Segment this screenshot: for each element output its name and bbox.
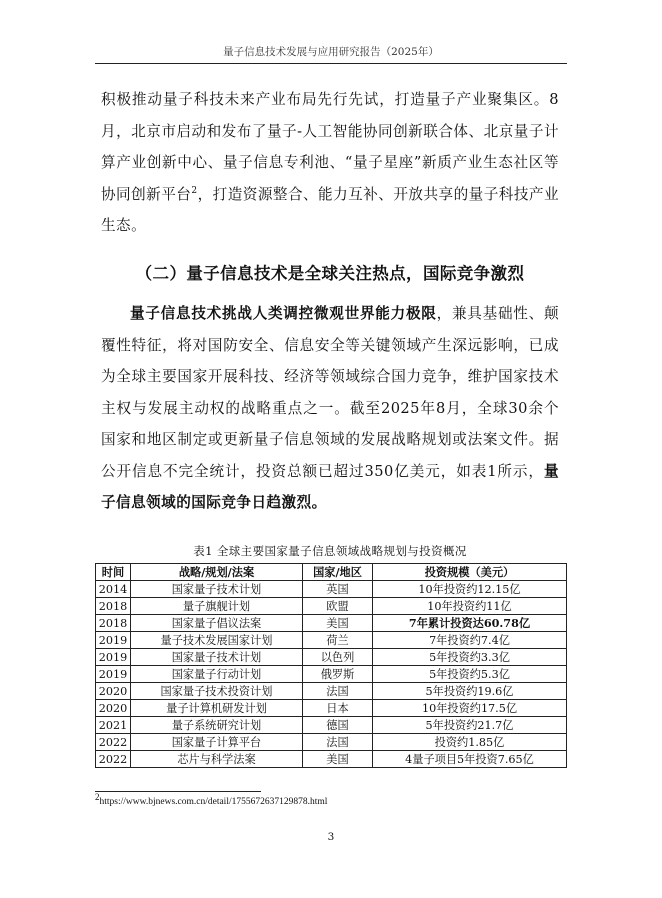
running-header: 量子信息技术发展与应用研究报告（2025年） bbox=[223, 46, 439, 58]
column-header-time: 时间 bbox=[96, 564, 131, 581]
cell-country: 法国 bbox=[303, 734, 373, 751]
cell-country: 英国 bbox=[303, 581, 373, 598]
cell-investment: 5年投资约5.3亿 bbox=[373, 666, 567, 683]
cell-country: 荷兰 bbox=[303, 632, 373, 649]
cell-investment: 7年投资约7.4亿 bbox=[373, 632, 567, 649]
cell-time: 2022 bbox=[96, 751, 131, 768]
footnote-rule bbox=[95, 791, 261, 792]
cell-time: 2018 bbox=[96, 615, 131, 632]
table-body bbox=[96, 581, 567, 768]
paragraph-2-tail: 量子信息领域的国际竞争日趋激烈。 bbox=[101, 462, 559, 511]
cell-strategy: 量子旗舰计划 bbox=[131, 598, 303, 615]
cell-investment: 5年投资约21.7亿 bbox=[373, 717, 567, 734]
footnote-marker: 2 bbox=[95, 792, 100, 802]
column-header-strategy: 战略/规划/法案 bbox=[131, 564, 303, 581]
cell-time: 2019 bbox=[96, 649, 131, 666]
cell-investment: 5年投资约19.6亿 bbox=[373, 683, 567, 700]
table-row bbox=[96, 649, 567, 666]
cell-strategy: 国家量子技术计划 bbox=[131, 649, 303, 666]
paragraph-2-text: ，兼具基础性、颠覆性特征，将对国防安全、信息安全等关键领域产生深远影响，已成为全球主要国家开展科技、经济等领域综合国力竞争，维护国家技术主权与发展主动权的战略重点之一。截至2025年8月，全球30余个国家和地区制定或更新量子信息领域的发展战略规划或法案文件。据公开信息不完全统计，投资总额已超过350亿美元，如表1所示， bbox=[101, 305, 559, 480]
cell-strategy: 量子技术发展国家计划 bbox=[131, 632, 303, 649]
cell-time: 2018 bbox=[96, 598, 131, 615]
cell-strategy: 量子系统研究计划 bbox=[131, 717, 303, 734]
section-heading: （二）量子信息技术是全球关注热点，国际竞争激烈 bbox=[135, 264, 525, 283]
cell-country: 日本 bbox=[303, 700, 373, 717]
table-row bbox=[96, 734, 567, 751]
table-row bbox=[96, 598, 567, 615]
paragraph-2-lead: 量子信息技术挑战人类调控微观世界能力极限 bbox=[130, 305, 437, 322]
table-row bbox=[96, 683, 567, 700]
cell-country: 法国 bbox=[303, 683, 373, 700]
table-row bbox=[96, 632, 567, 649]
table-row bbox=[96, 700, 567, 717]
cell-strategy: 国家量子技术投资计划 bbox=[131, 683, 303, 700]
paragraph-2 bbox=[101, 298, 559, 519]
table-caption: 表1 全球主要国家量子信息领域战略规划与投资概况 bbox=[193, 544, 467, 558]
cell-investment: 10年投资约12.15亿 bbox=[373, 581, 567, 598]
cell-country: 美国 bbox=[303, 615, 373, 632]
table-row bbox=[96, 615, 567, 632]
cell-time: 2019 bbox=[96, 632, 131, 649]
table-row bbox=[96, 751, 567, 768]
table-row bbox=[96, 581, 567, 598]
cell-time: 2020 bbox=[96, 700, 131, 717]
cell-investment: 10年投资约11亿 bbox=[373, 598, 567, 615]
cell-time: 2014 bbox=[96, 581, 131, 598]
footnote-ref[interactable]: 2 bbox=[191, 185, 198, 196]
cell-time: 2019 bbox=[96, 666, 131, 683]
table-header-row bbox=[96, 564, 567, 581]
paragraph-1-tail: ，打造资源整合、能力互补、开放共享的量子科技产业生态。 bbox=[101, 185, 560, 234]
column-header-investment: 投资规模（美元） bbox=[373, 564, 567, 581]
column-header-country: 国家/地区 bbox=[303, 564, 373, 581]
cell-strategy: 国家量子技术计划 bbox=[131, 581, 303, 598]
cell-strategy: 国家量子行动计划 bbox=[131, 666, 303, 683]
paragraph-1-text: 积极推动量子科技未来产业布局先行先试，打造量子产业聚集区。8月，北京市启动和发布了量子-人工智能协同创新联合体、北京量子计算产业创新中心、量子信息专利池、“量子星座”新质产业生态社区等协同创新平台 bbox=[101, 91, 559, 203]
cell-investment: 4量子项目5年投资7.65亿 bbox=[373, 751, 567, 768]
cell-time: 2021 bbox=[96, 717, 131, 734]
cell-country: 德国 bbox=[303, 717, 373, 734]
cell-investment: 5年投资约3.3亿 bbox=[373, 649, 567, 666]
strategy-investment-table bbox=[95, 563, 567, 768]
cell-country: 俄罗斯 bbox=[303, 666, 373, 683]
cell-strategy: 国家量子计算平台 bbox=[131, 734, 303, 751]
table-row bbox=[96, 666, 567, 683]
cell-strategy: 量子计算机研发计划 bbox=[131, 700, 303, 717]
header-rule bbox=[95, 63, 567, 64]
cell-investment: 7年累计投资达60.78亿 bbox=[373, 615, 567, 632]
cell-country: 美国 bbox=[303, 751, 373, 768]
footnote bbox=[95, 792, 328, 808]
cell-investment: 投资约1.85亿 bbox=[373, 734, 567, 751]
table-row bbox=[96, 717, 567, 734]
paragraph-1 bbox=[101, 84, 559, 242]
footnote-link[interactable]: https://www.bjnews.com.cn/detail/1755672637129878.html bbox=[99, 797, 328, 808]
cell-country: 欧盟 bbox=[303, 598, 373, 615]
page-number: 3 bbox=[327, 831, 335, 843]
cell-time: 2022 bbox=[96, 734, 131, 751]
cell-country: 以色列 bbox=[303, 649, 373, 666]
cell-strategy: 国家量子倡议法案 bbox=[131, 615, 303, 632]
cell-investment: 10年投资约17.5亿 bbox=[373, 700, 567, 717]
cell-strategy: 芯片与科学法案 bbox=[131, 751, 303, 768]
cell-time: 2020 bbox=[96, 683, 131, 700]
